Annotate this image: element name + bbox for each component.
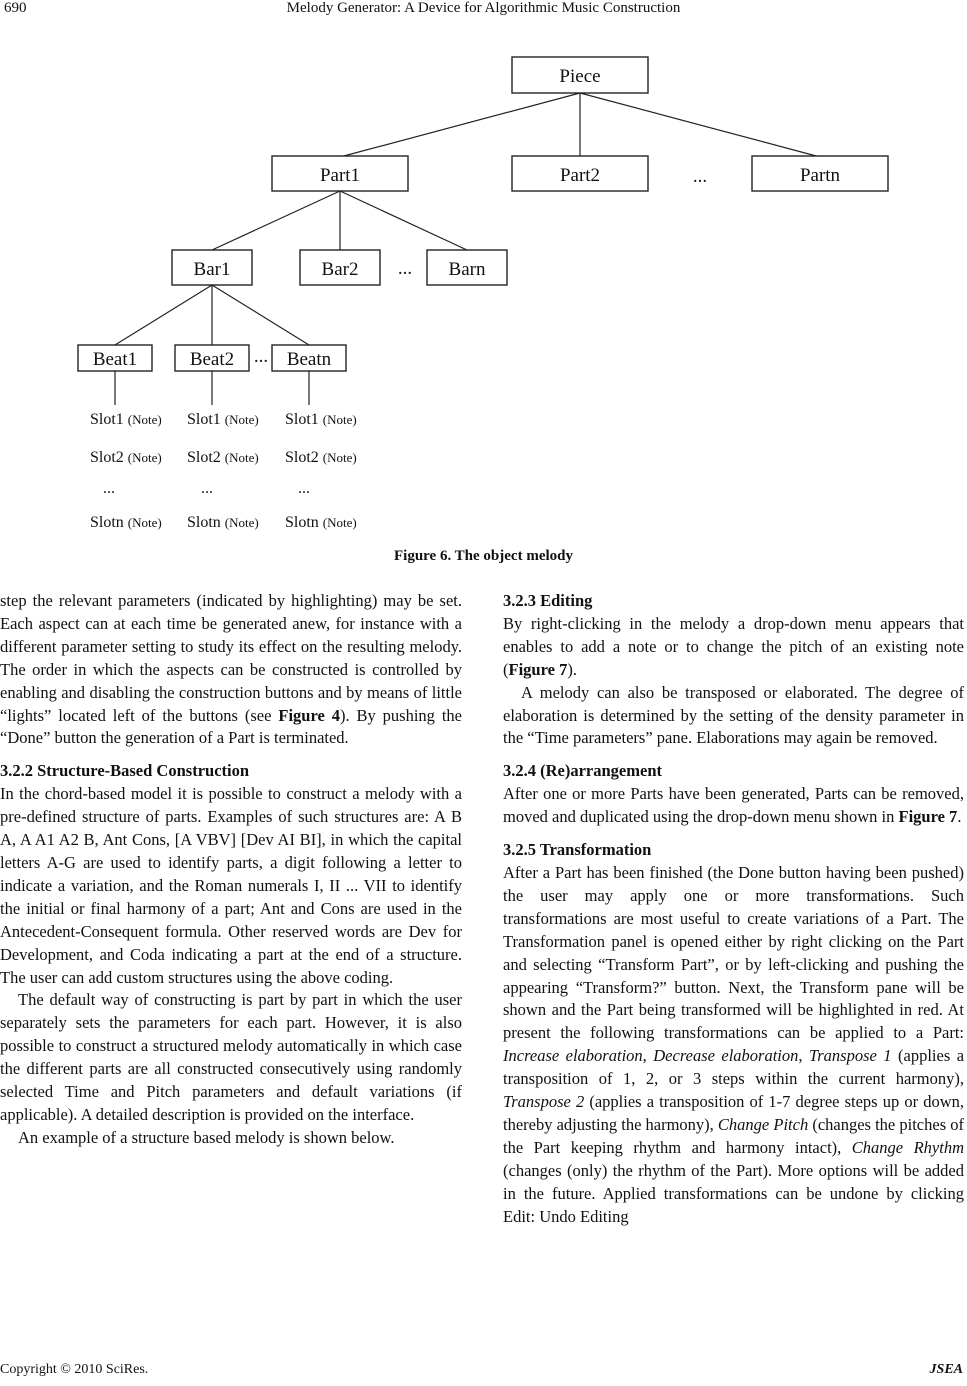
node-piece	[512, 57, 648, 93]
svg-text:Slot2 (Note)	[90, 449, 162, 466]
paragraph: step the relevant parameters (indicated by highlighting) may be set. Each aspect can at each time be generated anew, for instance with a different parameter setting to study its effect on the resulting melody. The order in which the aspects can be constructed is controlled by enabling and disabling the construction buttons and by means of little “lights” located left of the buttons (see Figure 4). By pushing the “Done” button the generation of a Part is terminated.	[0, 591, 462, 748]
section-heading: 3.2.5 Transformation	[503, 840, 652, 860]
right-column	[503, 590, 964, 1228]
node-part1	[272, 156, 408, 191]
figure-reference: Figure 4	[278, 705, 340, 725]
note-label: (Note)	[127, 450, 162, 465]
node-beat2	[175, 345, 249, 371]
note-label: (Note)	[322, 412, 357, 427]
slot-label: Slot1	[187, 411, 221, 428]
beats-ellipsis: ...	[253, 346, 269, 367]
figure-reference: Figure 7	[508, 659, 568, 679]
paragraph: After a Part has been finished (the Done button having been pushed) the user may apply one or more transformations. Such transformations are most useful to create variations of a Part. The Transformation panel is opened either by right clicking on the Part and selecting “Transform Part”, or by left-clicking and pushing the appearing “Transform?” button. Next, the Transform pane will be shown and the Part being transformed will be highlighted in red. At present the following transformations can be applied to a Part: Increase elaboration, Decrease elaboration, Transpose 1 (applies a transposition of 1, 2, or 3 steps within the current harmony), Transpose 2 (applies a transposition of 1-7 degree steps up or down, thereby adjusting the harmony), Change Pitch (changes the pitches of the Part keeping rhythm and harmony intact), Change Rhythm (changes (only) the rhythm of the Part). More options will be added in the future. Applied transformations can be undone by clicking Edit: Undo Editing	[503, 862, 965, 1226]
note-label: (Note)	[224, 515, 259, 530]
slot-label: Slot2	[285, 449, 319, 466]
object-melody-diagram	[0, 0, 967, 545]
slot-label: Slot1	[285, 411, 319, 428]
note-label: (Note)	[127, 515, 162, 530]
svg-text:Partn: Partn	[799, 165, 841, 186]
svg-text:Slot1 (Note)	[285, 411, 357, 428]
slot-ellipsis: ...	[298, 480, 310, 497]
journal-abbreviation: JSEA	[929, 1362, 963, 1377]
svg-text:Beatn: Beatn	[286, 349, 332, 370]
paragraph: By right-clicking in the melody a drop-down menu appears that enables to add a note or to change the pitch of an existing note (Figure 7).	[503, 613, 964, 679]
slot-label: Slotn	[90, 514, 124, 531]
parts-ellipsis: ...	[692, 166, 708, 187]
paragraph: An example of a structure based melody is shown below.	[18, 1127, 395, 1147]
figure-reference: Figure 7	[898, 807, 958, 827]
left-column	[0, 590, 462, 1150]
svg-text:Slot2 (Note)	[285, 449, 357, 466]
svg-text:Slot1 (Note)	[90, 411, 162, 428]
svg-text:Slot1 (Note)	[187, 411, 259, 428]
section-heading: 3.2.2 Structure-Based Construction	[0, 761, 250, 781]
svg-text:Piece: Piece	[559, 66, 601, 87]
slot-label: Slot2	[90, 449, 124, 466]
node-bar2	[300, 250, 380, 285]
svg-text:Bar1: Bar1	[193, 259, 231, 280]
paragraph: In the chord-based model it is possible to construct a melody with a pre-defined structure of parts. Examples of such structures are: A B A, A A1 A2 B, Ant Cons, [A VBV] [Dev AI BI], in which the capital letters A-G are used to identify parts, a digit following a letter to indicate a variation, and the Roman numerals I, II ... VII to identify the initial or final harmony of a part; Ant and Cons are used in the Antecedent-Consequent formula. Other reserved words are Dev for Development, and Coda indicating a part at the end of a structure. The user can add custom structures using the above coding.	[0, 784, 462, 987]
svg-text:Part2: Part2	[559, 165, 601, 186]
node-barn	[427, 250, 507, 285]
paragraph: A melody can also be transposed or elaborated. The degree of elaboration is determined by the setting of the density parameter in the “Time parameters” pane. Elaborations may again be removed.	[503, 682, 964, 748]
svg-text:Slotn (Note)	[90, 514, 162, 531]
slot-column-n	[285, 411, 357, 531]
node-beatn	[272, 345, 346, 371]
node-partn	[752, 156, 888, 191]
svg-text:Beat1: Beat1	[92, 349, 138, 370]
slot-label: Slot1	[90, 411, 124, 428]
svg-text:Slotn (Note)	[187, 514, 259, 531]
svg-text:Slotn (Note)	[285, 514, 357, 531]
slot-column-2	[187, 411, 259, 531]
svg-text:Slot2 (Note)	[187, 449, 259, 466]
node-part2	[512, 156, 648, 191]
bars-ellipsis: ...	[397, 258, 413, 279]
slot-ellipsis: ...	[103, 480, 115, 497]
svg-text:Part1: Part1	[319, 165, 361, 186]
svg-text:Barn: Barn	[448, 259, 486, 280]
svg-text:Bar2: Bar2	[321, 259, 359, 280]
page-number: 690	[4, 0, 27, 16]
note-label: (Note)	[322, 515, 357, 530]
note-label: (Note)	[127, 412, 162, 427]
note-label: (Note)	[322, 450, 357, 465]
note-label: (Note)	[224, 412, 259, 427]
slot-label: Slot2	[187, 449, 221, 466]
svg-text:Beat2: Beat2	[189, 349, 235, 370]
slot-label: Slotn	[187, 514, 221, 531]
node-bar1	[172, 250, 252, 285]
slot-ellipsis: ...	[201, 480, 213, 497]
paragraph: After one or more Parts have been generated, Parts can be removed, moved and duplicated using the drop-down menu shown in Figure 7.	[503, 784, 964, 827]
paragraph: The default way of constructing is part by part in which the user separately sets the parameters for each part. However, it is also possible to construct a structured melody automatically in which case the different parts are all constructed consecutively using randomly selected Time and Pitch parameters and default variations (if applicable). A detailed description is provided on the interface.	[0, 990, 462, 1124]
slot-column-1	[90, 411, 162, 531]
note-label: (Note)	[224, 450, 259, 465]
section-heading: 3.2.4 (Re)arrangement	[503, 761, 662, 781]
copyright-notice: Copyright © 2010 SciRes.	[0, 1362, 149, 1377]
slot-label: Slotn	[285, 514, 319, 531]
figure-caption: Figure 6. The object melody	[393, 548, 573, 564]
node-beat1	[78, 345, 152, 371]
running-title: Melody Generator: A Device for Algorithmic Music Construction	[286, 0, 681, 16]
section-heading: 3.2.3 Editing	[503, 591, 593, 610]
